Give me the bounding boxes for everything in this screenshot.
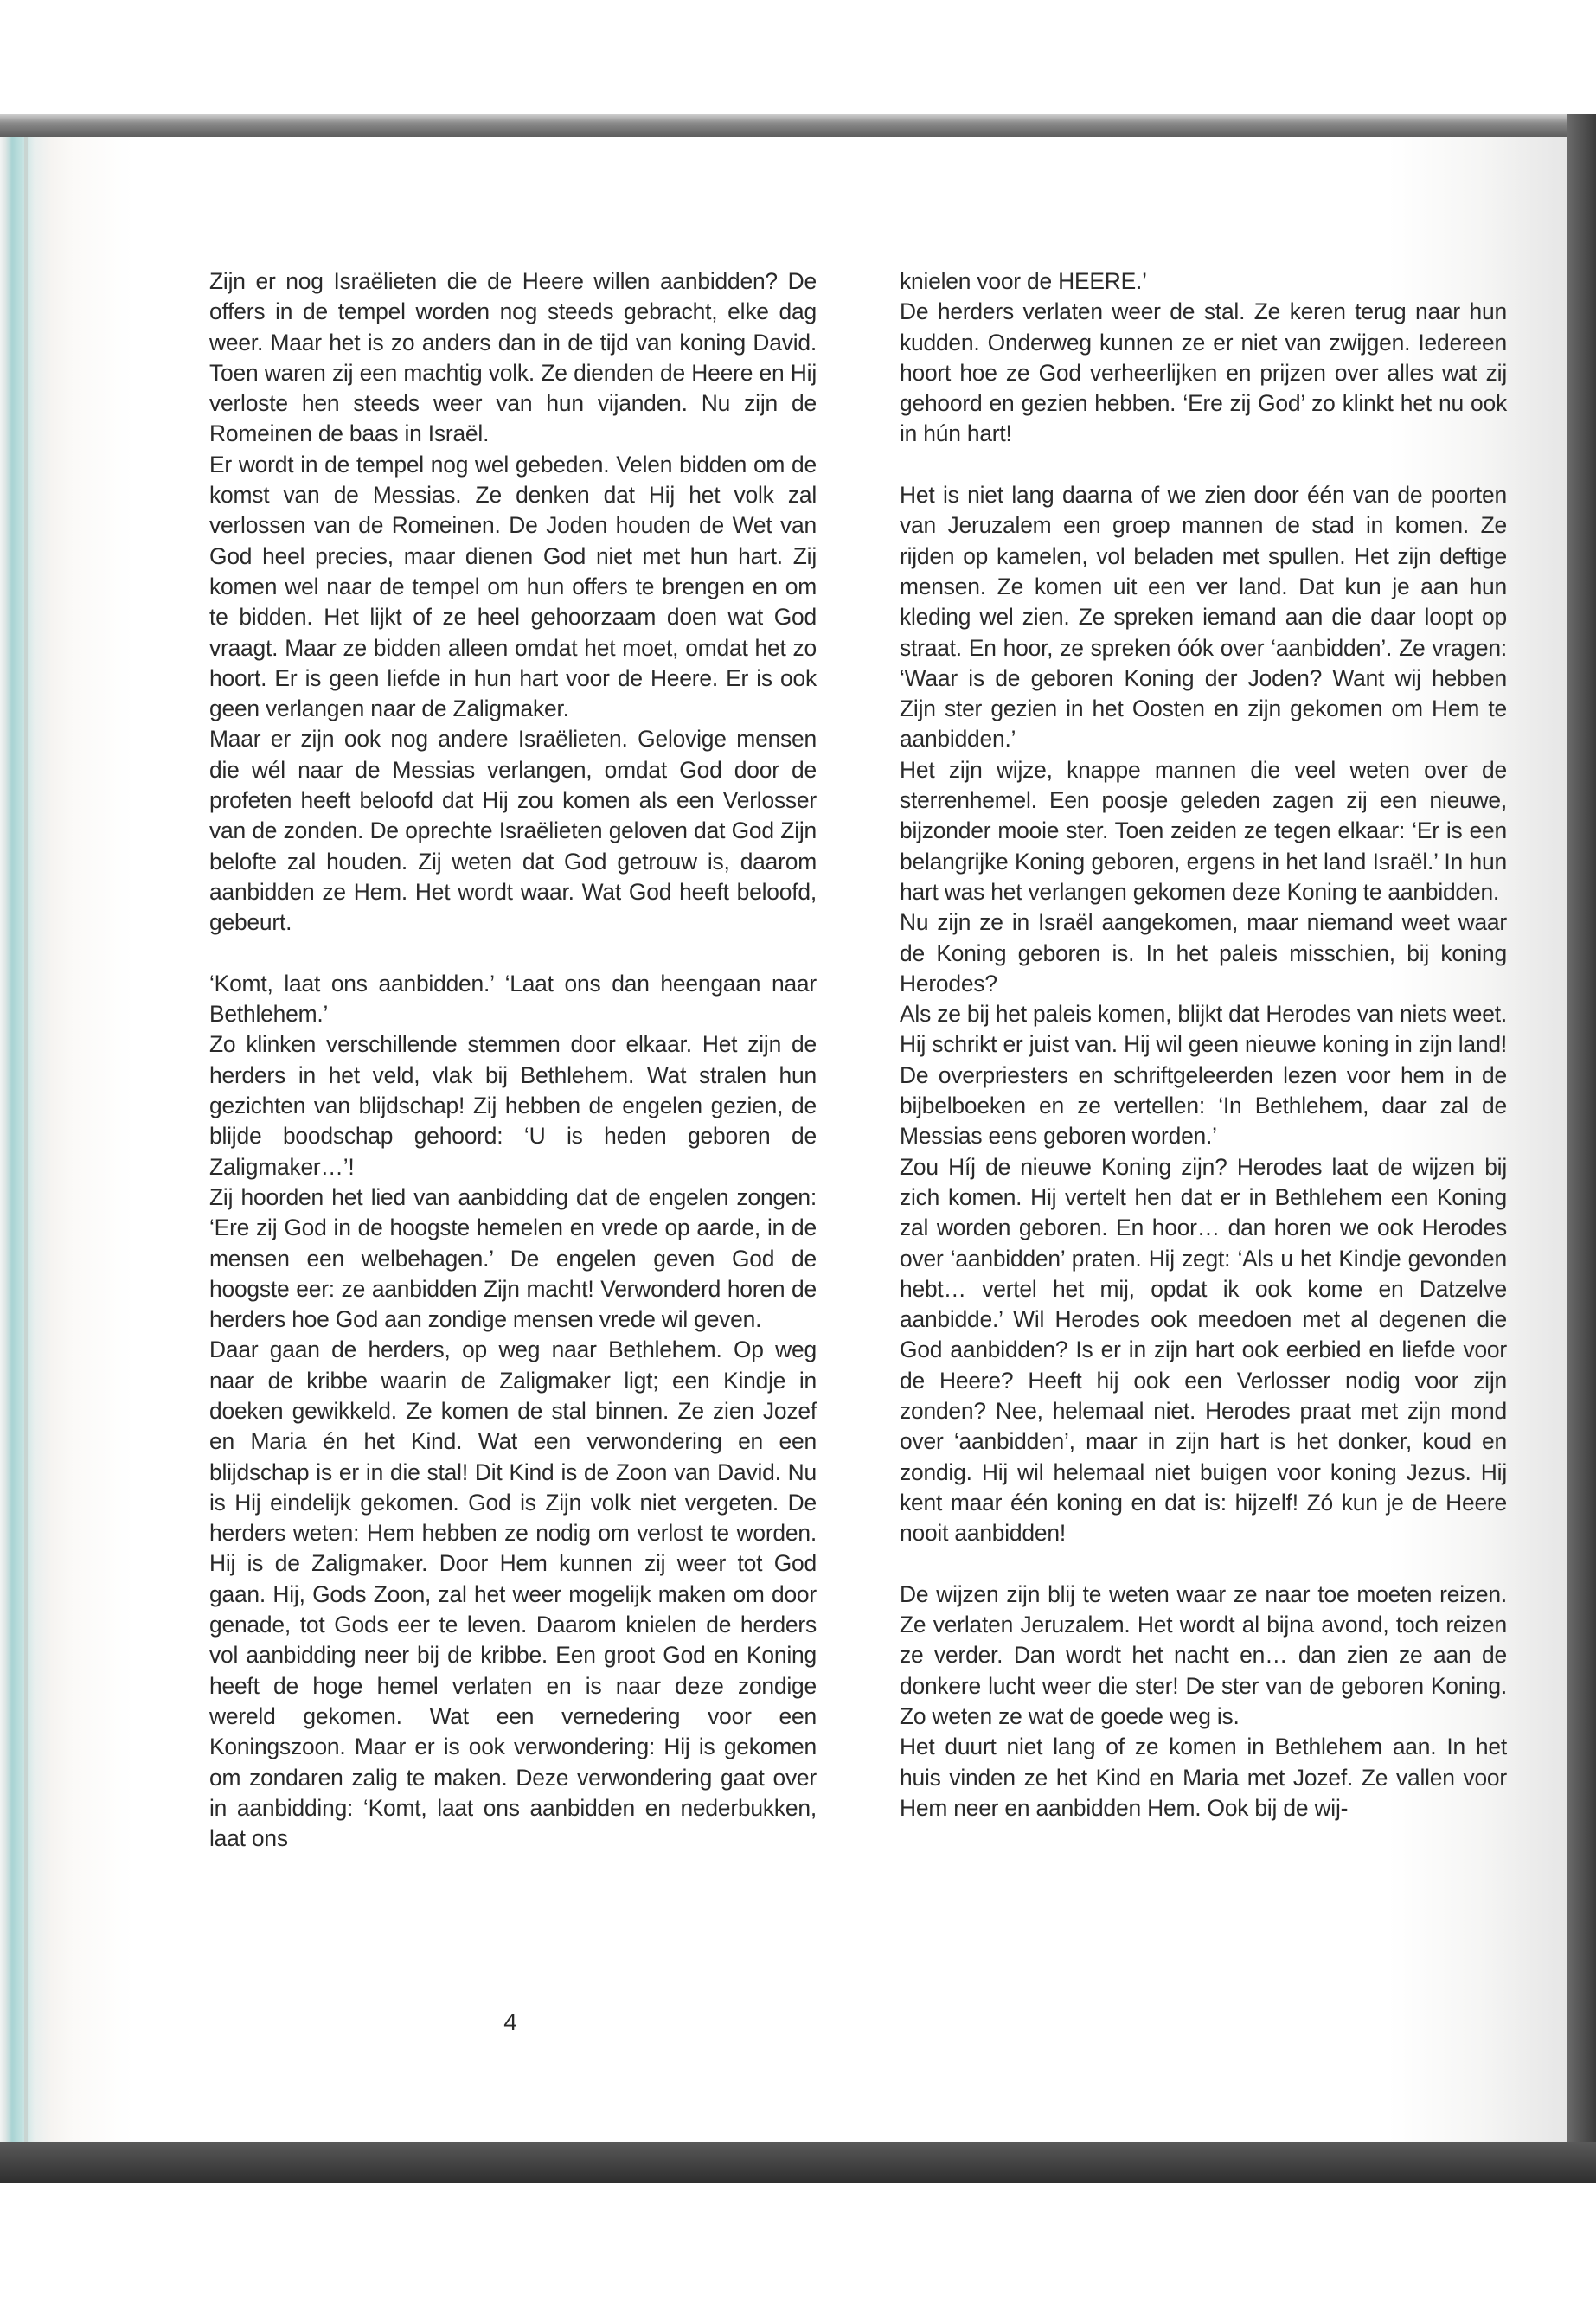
scanner-edge-bottom [0, 2142, 1596, 2183]
right-paragraph-2: De herders verlaten weer de stal. Ze keren terug naar hun kudden. Onderweg kunnen ze er niet van zwijgen. Iedereen hoort hoe ze God verheerlijken en prijzen over alles wat zij gehoord en gezien hebben. ‘Ere zij God’ zo klinkt het nu ook in hún hart! [900, 298, 1507, 447]
scanner-edge-top [0, 114, 1596, 137]
left-paragraph-5: Zo klinken verschillende stemmen door elkaar. Het zijn de herders in het veld, vlak bij Bethlehem. Wat stralen hun gezichten van blijdschap! Zij hebben de engelen gezien, de blijde boodschap gehoord: ‘U is heden geboren de Zaligmaker…’! [209, 1031, 817, 1180]
right-paragraph-3: Het is niet lang daarna of we zien door één van de poorten van Jeruzalem een groep mannen de stad in komen. Ze rijden op kamelen, vol beladen met spullen. Het zijn deftige mensen. Ze komen uit een ver land. Dat kun je aan hun kleding wel zien. Ze spreken iemand aan die daar loopt op straat. En hoor, ze spreken óók over ‘aanbidden’. Ze vragen: ‘Waar is de geboren Koning der Joden? Want wij hebben Zijn ster gezien in het Oosten en zijn gekomen om Hem te aanbidden.’ [900, 482, 1507, 753]
right-paragraph-1: knielen voor de HEERE.’ [900, 268, 1147, 294]
right-paragraph-7: Zou Híj de nieuwe Koning zijn? Herodes laat de wijzen bij zich komen. Hij vertelt hen dat er in Bethlehem een Koning zal worden geboren. En hoor… dan horen we ook Herodes over ‘aanbidden’ praten. Hij zegt: ‘Als u het Kindje gevonden hebt… vertel het mij, opdat ik ook kome en Datzelve aanbidde.’ Wil Herodes ook meedoen met al degenen die God aanbidden? Is er in zijn hart ook eerbied en liefde voor de Heere? Heeft hij ook een Verlosser nodig voor zijn zonden? Nee, helemaal niet. Herodes praat met zijn mond over ‘aanbidden’, maar in zijn hart is het donker, koud en zondig. Hij wil helemaal niet buigen voor koning Jezus. Hij kent maar één koning en dat is: hijzelf! Zó kun je de Heere nooit aanbidden! [900, 1153, 1507, 1547]
left-paragraph-2: Er wordt in de tempel nog wel gebeden. Velen bidden om de komst van de Messias. Ze denken dat Hij het volk zal verlossen van de Romeinen. De Joden houden de Wet van God heel precies, maar dienen God niet met hun hart. Zij komen wel naar de tempel om hun offers te brengen en om te bidden. Het lijkt of ze heel gehoorzaam doen wat God vraagt. Maar ze bidden alleen omdat het moet, omdat het zo hoort. Er is geen liefde in hun hart voor de Heere. Er is ook geen verlangen naar de Zaligmaker. [209, 451, 817, 722]
right-paragraph-4: Het zijn wijze, knappe mannen die veel weten over de sterrenhemel. Een poosje geleden zagen zij een nieuwe, bijzonder mooie ster. Toen zeiden ze tegen elkaar: ‘Er is een belangrijke Koning geboren, ergens in het land Israël.’ In hun hart was het verlangen gekomen deze Koning te aanbidden. [900, 756, 1507, 905]
left-paragraph-4: ‘Komt, laat ons aanbidden.’ ‘Laat ons dan heengaan naar Bethlehem.’ [209, 970, 817, 1028]
scan-background-bottom [0, 2183, 1596, 2301]
right-paragraph-8: De wijzen zijn blij te weten waar ze naar toe moeten reizen. Ze verlaten Jeruzalem. Het wordt al bijna avond, toch reizen ze verder. Dan wordt het nacht en… dan zien ze aan de donkere lucht weer die ster! De ster van de geboren Koning. Zo weten ze wat de goede weg is. [900, 1580, 1507, 1729]
left-paragraph-1: Zijn er nog Israëlieten die de Heere willen aanbidden? De offers in de tempel worden nog steeds gebracht, elke dag weer. Maar het is zo anders dan in de tijd van koning David. Toen waren zij een machtig volk. Ze dienden de Heere en Hij verloste hen steeds weer van hun vijanden. Nu zijn de Romeinen de baas in Israël. [209, 268, 817, 447]
right-paragraph-9: Het duurt niet lang of ze komen in Bethlehem aan. In het huis vinden ze het Kind en Maria met Jozef. Ze vallen voor Hem neer en aanbidden Hem. Ook bij de wij- [900, 1734, 1507, 1821]
left-paragraph-6: Zij hoorden het lied van aanbidding dat de engelen zongen: ‘Ere zij God in de hoogste hemelen en vrede op aarde, in de mensen een welbehagen.’ De engelen geven God de hoogste eer: ze aanbidden Zijn macht! Verwonderd horen de herders hoe God aan zondige mensen vrede wil geven. [209, 1183, 817, 1333]
left-paragraph-3: Maar er zijn ook nog andere Israëlieten. Gelovige mensen die wél naar de Messias verlangen, omdat God door de profeten heeft beloofd dat Hij zou komen als een Verlosser van de zonden. De oprechte Israëlieten geloven dat God Zijn belofte zal houden. Zij weten dat God getrouw is, daarom aanbidden ze Hem. Het wordt waar. Wat God heeft beloofd, gebeurt. [209, 726, 817, 936]
left-paragraph-7: Daar gaan de herders, op weg naar Bethlehem. Op weg naar de kribbe waarin de Zaligmaker ligt; een Kindje in doeken gewikkeld. Ze komen de stal binnen. Ze zien Jozef en Maria én het Kind. Wat een verwondering en een blijdschap is er in die stal! Dit Kind is de Zoon van David. Nu is Hij eindelijk gekomen. God is Zijn volk niet vergeten. De herders weten: Hem hebben ze nodig om verlost te worden. Hij is de Zaligmaker. Door Hem kunnen zij weer tot God gaan. Hij, Gods Zoon, zal het weer mogelijk maken om door genade, tot Gods eer te leven. Daarom knielen de herders vol aanbidding neer bij de kribbe. Een groot God en Koning heeft de hoge hemel verlaten en is naar deze zondige wereld gekomen. Wat een vernedering voor een Koningszoon. Maar er is ook verwondering: Hij is gekomen om zondaren zalig te maken. Deze verwondering gaat over in aanbidding: ‘Komt, laat ons aanbidden en nederbukken, laat ons [209, 1336, 817, 1852]
right-paragraph-6: Als ze bij het paleis komen, blijkt dat Herodes van niets weet. Hij schrikt er juist van. Hij wil geen nieuwe koning in zijn land! De overpriesters en schriftgeleerden lezen voor hem in de bijbelboeken en ze vertellen: ‘In Bethlehem, daar zal de Messias eens geboren worden.’ [900, 1001, 1507, 1150]
page-number: 4 [503, 2009, 517, 2035]
book-edge-stripe [24, 137, 28, 2142]
scan-background-top [0, 0, 1596, 131]
scanner-edge-right [1567, 114, 1596, 2190]
right-paragraph-5: Nu zijn ze in Israël aangekomen, maar niemand weet waar de Koning geboren is. In het paleis misschien, bij koning Herodes? [900, 909, 1507, 997]
right-column [900, 266, 1507, 1823]
left-column [209, 266, 817, 1854]
book-edge [0, 137, 74, 2142]
